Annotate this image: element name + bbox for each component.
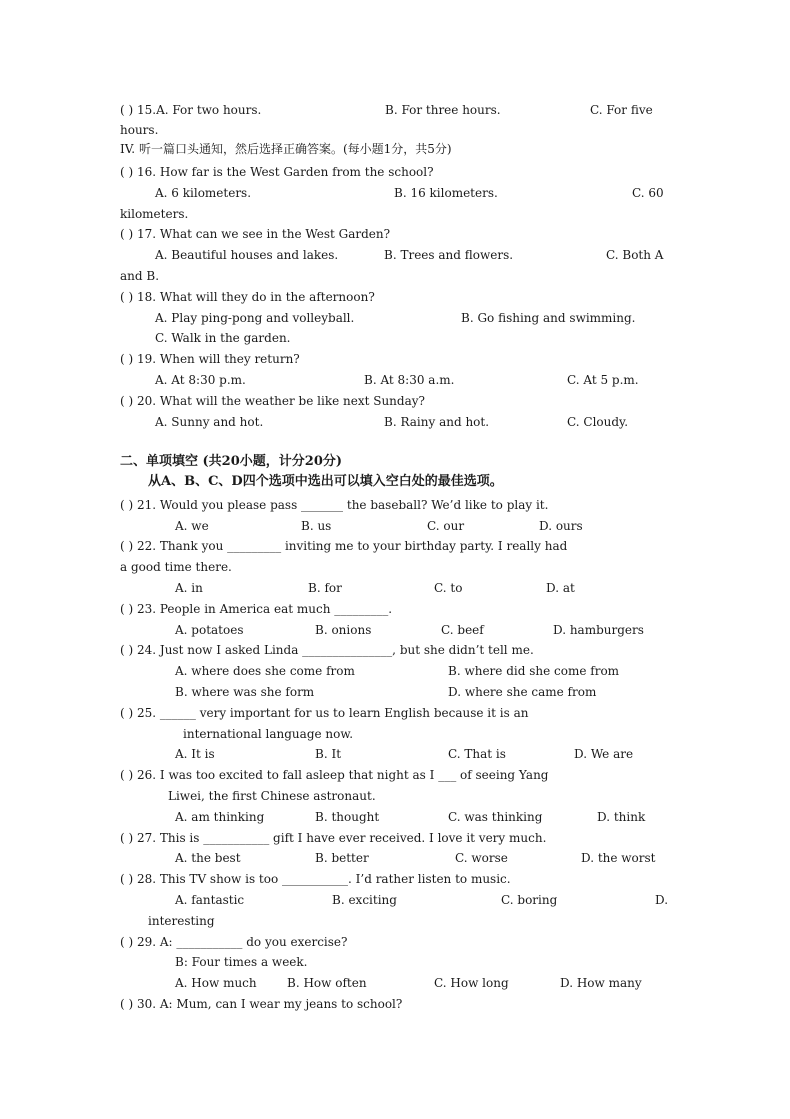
option-d: D. — [655, 893, 669, 907]
question-28: ( ) 28. This TV show is too ___________. I’d rather listen to music. — [120, 872, 511, 886]
section-instructions: 从A、B、C、D四个选项中选出可以填入空白处的最佳选项。 — [148, 474, 503, 489]
option-a: A. Beautiful houses and lakes. — [155, 248, 339, 262]
option-c: C. our — [427, 519, 465, 533]
question-27: ( ) 27. This is ___________ gift I have ever received. I love it very much. — [120, 831, 547, 845]
question-continuation: a good time there. — [120, 560, 232, 574]
option-c: C. For five — [590, 103, 653, 117]
option-c: C. How long — [434, 976, 509, 990]
option-a: A. Play ping-pong and volleyball. — [155, 311, 355, 325]
question-15 — [120, 100, 670, 120]
option-c: C. Both A — [606, 248, 664, 262]
question-29: ( ) 29. A: ___________ do you exercise? — [120, 935, 348, 949]
option-c: C. Cloudy. — [567, 415, 629, 429]
option-d: D. ours — [539, 519, 583, 533]
option-d: D. We are — [574, 747, 634, 761]
question-20: ( ) 20. What will the weather be like next Sunday? — [120, 394, 425, 408]
question-29-reply: B: Four times a week. — [175, 955, 308, 969]
option-a: A. 6 kilometers. — [155, 186, 252, 200]
option-b: B. exciting — [332, 893, 397, 907]
option-a: A. How much — [175, 976, 257, 990]
option-b: B. At 8:30 a.m. — [364, 373, 455, 387]
option-c: C. 60 — [632, 186, 664, 200]
option-c: C. worse — [455, 851, 508, 865]
option-a: A. It is — [175, 747, 215, 761]
section-title: 二、单项填空 (共20小题，计分20分) — [120, 454, 343, 469]
option-b: B. Rainy and hot. — [384, 415, 490, 429]
option-b: B. onions — [315, 623, 372, 637]
option-b: B. Go fishing and swimming. — [461, 311, 636, 325]
option-a: A. am thinking — [175, 810, 265, 824]
question-continuation: Liwei, the first Chinese astronaut. — [168, 789, 376, 803]
option-c: B. where was she form — [175, 685, 315, 699]
question-18: ( ) 18. What will they do in the afternoon? — [120, 290, 375, 304]
option-c: C. Walk in the garden. — [155, 331, 291, 345]
option-d: D. hamburgers — [553, 623, 644, 637]
option-c: C. to — [434, 581, 463, 595]
option-b: B. Trees and flowers. — [384, 248, 514, 262]
question-17: ( ) 17. What can we see in the West Garden? — [120, 227, 391, 241]
option-a: A. Sunny and hot. — [155, 415, 264, 429]
question-19: ( ) 19. When will they return? — [120, 352, 300, 366]
question-stem: ( ) 15.A. For two hours. — [120, 103, 262, 117]
question-22: ( ) 22. Thank you _________ inviting me to your birthday party. I really had — [120, 539, 568, 553]
question-16: ( ) 16. How far is the West Garden from the school? — [120, 165, 434, 179]
question-continuation: interesting — [148, 914, 215, 928]
part-title: IV. 听一篇口头通知，然后选择正确答案。(每小题1分，共5分) — [120, 142, 452, 156]
option-b: B. us — [301, 519, 332, 533]
option-a: A. the best — [175, 851, 241, 865]
option-b: B. It — [315, 747, 342, 761]
option-c: C. boring — [501, 893, 558, 907]
option-d: D. think — [597, 810, 646, 824]
option-a: A. fantastic — [175, 893, 245, 907]
option-a: A. in — [175, 581, 203, 595]
option-b: B. for — [308, 581, 342, 595]
option-b: B. thought — [315, 810, 380, 824]
question-26: ( ) 26. I was too excited to fall asleep that night as I ___ of seeing Yang — [120, 768, 549, 782]
option-d: D. where she came from — [448, 685, 597, 699]
option-d: D. at — [546, 581, 575, 595]
question-continuation: and B. — [120, 269, 160, 283]
question-30: ( ) 30. A: Mum, can I wear my jeans to school? — [120, 997, 403, 1011]
question-continuation: hours. — [120, 123, 159, 137]
option-d: D. the worst — [581, 851, 656, 865]
option-c: C. At 5 p.m. — [567, 373, 639, 387]
question-25: ( ) 25. ______ very important for us to learn English because it is an — [120, 706, 529, 720]
option-b: B. where did she come from — [448, 664, 620, 678]
option-a: A. where does she come from — [175, 664, 355, 678]
option-b: B. For three hours. — [385, 103, 501, 117]
option-a: A. we — [175, 519, 209, 533]
question-23: ( ) 23. People in America eat much _________. — [120, 602, 393, 616]
question-continuation: kilometers. — [120, 207, 189, 221]
question-21: ( ) 21. Would you please pass _______ the baseball? We’d like to play it. — [120, 498, 549, 512]
option-b: B. How often — [287, 976, 367, 990]
option-b: B. 16 kilometers. — [394, 186, 498, 200]
option-c: C. was thinking — [448, 810, 543, 824]
option-a: A. potatoes — [175, 623, 244, 637]
question-continuation: international language now. — [183, 727, 354, 741]
option-a: A. At 8:30 p.m. — [155, 373, 246, 387]
option-c: C. beef — [441, 623, 484, 637]
option-b: B. better — [315, 851, 369, 865]
option-d: D. How many — [560, 976, 642, 990]
option-c: C. That is — [448, 747, 506, 761]
question-24: ( ) 24. Just now I asked Linda _______________, but she didn’t tell me. — [120, 643, 534, 657]
